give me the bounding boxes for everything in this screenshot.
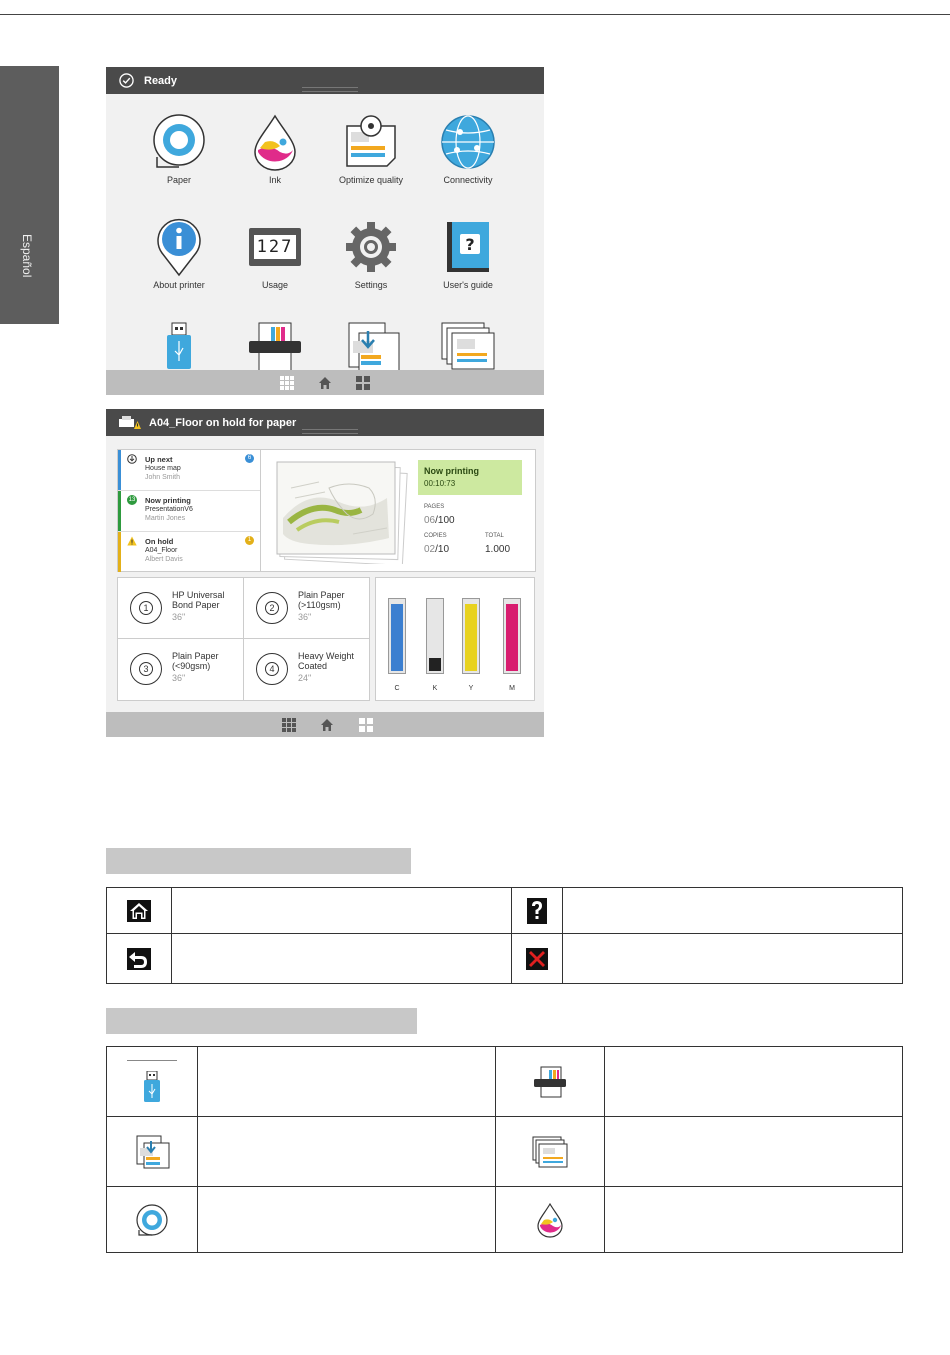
app-label: Paper bbox=[166, 175, 192, 185]
job-list bbox=[118, 450, 261, 571]
download-icon bbox=[127, 454, 137, 464]
cancel-icon bbox=[526, 948, 548, 970]
slot-number: 3 bbox=[139, 662, 153, 676]
now-printing-title: Now printing bbox=[424, 466, 479, 476]
ink-cartridge-y bbox=[462, 598, 480, 692]
home-icon bbox=[126, 899, 152, 923]
paper-roll-icon bbox=[256, 592, 288, 624]
copies-label: COPIES bbox=[424, 533, 447, 539]
paper-name-line2: Bond Paper bbox=[172, 600, 220, 610]
job-file: A04_Floor bbox=[145, 547, 178, 554]
pages-done: 06 bbox=[424, 515, 436, 526]
job-title: On hold bbox=[145, 537, 174, 546]
job-file: PresentationV6 bbox=[145, 506, 193, 513]
ink-level-fill bbox=[391, 604, 403, 671]
app-label: Ink bbox=[268, 175, 281, 185]
job-file: House map bbox=[145, 465, 181, 472]
slot-number: 2 bbox=[265, 601, 279, 615]
paper-width: 24" bbox=[298, 673, 312, 683]
ink-level-fill bbox=[506, 604, 518, 671]
scan-icon bbox=[245, 321, 305, 371]
paper-widget bbox=[117, 577, 370, 701]
ink-level-fill bbox=[429, 658, 441, 671]
ink-cartridge-c bbox=[388, 598, 406, 692]
ink-widget[interactable] bbox=[375, 577, 535, 701]
help-book-icon bbox=[443, 219, 493, 275]
ink-cartridge-k bbox=[426, 598, 444, 692]
app-paper[interactable] bbox=[129, 111, 229, 185]
widgets-icon[interactable] bbox=[356, 376, 370, 390]
app-settings[interactable] bbox=[321, 216, 421, 290]
job-now-printing[interactable] bbox=[118, 491, 260, 532]
job-color-bar bbox=[118, 450, 121, 490]
copies-done: 02 bbox=[424, 544, 436, 555]
info-pin-icon bbox=[154, 217, 204, 277]
total-label: TOTAL bbox=[485, 533, 504, 539]
app-label: Optimize quality bbox=[338, 175, 404, 185]
status-bar[interactable] bbox=[106, 409, 544, 436]
gear-icon bbox=[344, 220, 398, 274]
globe-icon bbox=[440, 114, 496, 170]
job-user: John Smith bbox=[145, 474, 181, 481]
app-label: About printer bbox=[153, 280, 205, 290]
printer-warning-icon bbox=[119, 416, 141, 430]
job-count-badge: 6 bbox=[245, 454, 254, 463]
total-value: 1.000 bbox=[485, 544, 511, 555]
usb-icon bbox=[141, 1071, 163, 1103]
app-label: Connectivity bbox=[443, 175, 493, 185]
paper-slot-2[interactable] bbox=[244, 578, 369, 638]
pages-total: /100 bbox=[435, 515, 455, 526]
job-title: Up next bbox=[145, 455, 173, 464]
paper-name: Plain Paper bbox=[298, 590, 345, 600]
paper-roll-icon bbox=[256, 653, 288, 685]
app-job-queue[interactable] bbox=[418, 321, 518, 373]
app-label: Settings bbox=[354, 280, 388, 290]
drag-handle[interactable] bbox=[302, 87, 358, 92]
job-up-next[interactable] bbox=[118, 450, 260, 491]
app-usage[interactable] bbox=[225, 216, 325, 290]
job-count-badge: 13 bbox=[128, 497, 136, 503]
print-icon bbox=[133, 1135, 171, 1169]
icons-table bbox=[106, 887, 903, 984]
app-label: User's guide bbox=[443, 280, 493, 290]
pages-label: PAGES bbox=[424, 504, 445, 510]
job-status-panel bbox=[106, 409, 544, 737]
paper-name: Plain Paper bbox=[172, 651, 219, 661]
job-user: Albert Davis bbox=[145, 556, 183, 563]
job-color-bar bbox=[118, 491, 121, 531]
optimize-quality-icon bbox=[342, 114, 400, 170]
job-color-bar bbox=[118, 532, 121, 572]
paper-roll-icon bbox=[151, 112, 207, 172]
paper-width: 36" bbox=[172, 612, 186, 622]
paper-name-line2: Coated bbox=[298, 661, 328, 671]
now-printing-box bbox=[418, 460, 522, 495]
home-screen-panel bbox=[106, 67, 544, 395]
job-queue-icon bbox=[531, 1136, 569, 1168]
app-about-printer[interactable] bbox=[129, 216, 229, 290]
all-apps-icon[interactable] bbox=[282, 718, 296, 732]
status-text: Ready bbox=[144, 74, 178, 87]
app-connectivity[interactable] bbox=[418, 111, 518, 185]
paper-name: Heavy Weight bbox=[298, 651, 354, 661]
nav-bar bbox=[106, 712, 544, 737]
app-optimize-quality[interactable] bbox=[321, 111, 421, 185]
pages-value bbox=[424, 515, 455, 526]
ink-label: K bbox=[432, 685, 438, 692]
job-user: Martin Jones bbox=[145, 515, 186, 522]
widgets-icon[interactable] bbox=[359, 718, 373, 732]
app-usb[interactable] bbox=[129, 321, 229, 373]
job-on-hold[interactable] bbox=[118, 532, 260, 572]
drag-handle[interactable] bbox=[302, 429, 358, 434]
language-label: Español bbox=[20, 234, 34, 278]
all-apps-icon[interactable] bbox=[280, 376, 294, 390]
home-icon[interactable] bbox=[320, 718, 334, 732]
svg-text:?: ? bbox=[465, 235, 475, 254]
nav-bar bbox=[106, 370, 544, 395]
status-bar[interactable] bbox=[106, 67, 544, 94]
now-printing-time: 00:10:73 bbox=[424, 479, 456, 488]
ink-drop-icon bbox=[535, 1202, 565, 1238]
paper-roll-icon bbox=[130, 592, 162, 624]
status-text: A04_Floor on hold for paper bbox=[149, 416, 297, 429]
app-scan[interactable] bbox=[225, 321, 325, 373]
paper-width: 36" bbox=[172, 673, 186, 683]
job-count-badge: 1 bbox=[245, 536, 254, 545]
paper-name-line2: (<90gsm) bbox=[172, 661, 211, 671]
app-users-guide[interactable] bbox=[418, 216, 518, 290]
paper-roll-icon bbox=[130, 653, 162, 685]
usage-counter-value: 127 bbox=[254, 235, 297, 259]
paper-slot-4[interactable] bbox=[244, 639, 369, 699]
home-icon[interactable] bbox=[318, 376, 332, 390]
copies-value bbox=[424, 544, 449, 555]
warning-icon bbox=[127, 536, 137, 546]
usb-icon bbox=[159, 321, 199, 371]
print-icon bbox=[341, 321, 401, 371]
slot-number: 4 bbox=[265, 662, 279, 676]
language-tab bbox=[0, 66, 59, 324]
app-print[interactable] bbox=[321, 321, 421, 373]
top-rule bbox=[0, 14, 950, 15]
back-icon bbox=[126, 947, 152, 971]
section-header-bar bbox=[106, 848, 411, 874]
paper-slot-3[interactable] bbox=[118, 639, 243, 699]
counter-icon bbox=[249, 228, 301, 266]
jobs-widget bbox=[117, 449, 536, 572]
paper-name: HP Universal bbox=[172, 590, 225, 600]
paper-roll-icon bbox=[135, 1203, 169, 1237]
scan-icon bbox=[532, 1066, 568, 1098]
ink-level-fill bbox=[465, 604, 477, 671]
app-ink[interactable] bbox=[225, 111, 325, 185]
ink-label: C bbox=[394, 685, 400, 692]
paper-slot-1[interactable] bbox=[118, 578, 243, 638]
print-preview-image bbox=[269, 458, 409, 564]
copies-total: /10 bbox=[435, 544, 450, 555]
section-header-bar bbox=[106, 1008, 417, 1034]
paper-width: 36" bbox=[298, 612, 312, 622]
app-label: Usage bbox=[261, 280, 288, 290]
job-title: Now printing bbox=[145, 496, 191, 505]
ink-cartridge-m bbox=[503, 598, 521, 692]
job-queue-icon bbox=[438, 321, 498, 371]
ink-label: Y bbox=[468, 685, 474, 692]
check-circle-icon bbox=[119, 73, 134, 88]
slot-number: 1 bbox=[139, 601, 153, 615]
apps-table bbox=[106, 1046, 903, 1253]
ink-drop-icon bbox=[250, 112, 300, 172]
help-icon bbox=[527, 898, 547, 924]
paper-name-line2: (>110gsm) bbox=[298, 600, 341, 610]
ink-label: M bbox=[509, 685, 515, 692]
